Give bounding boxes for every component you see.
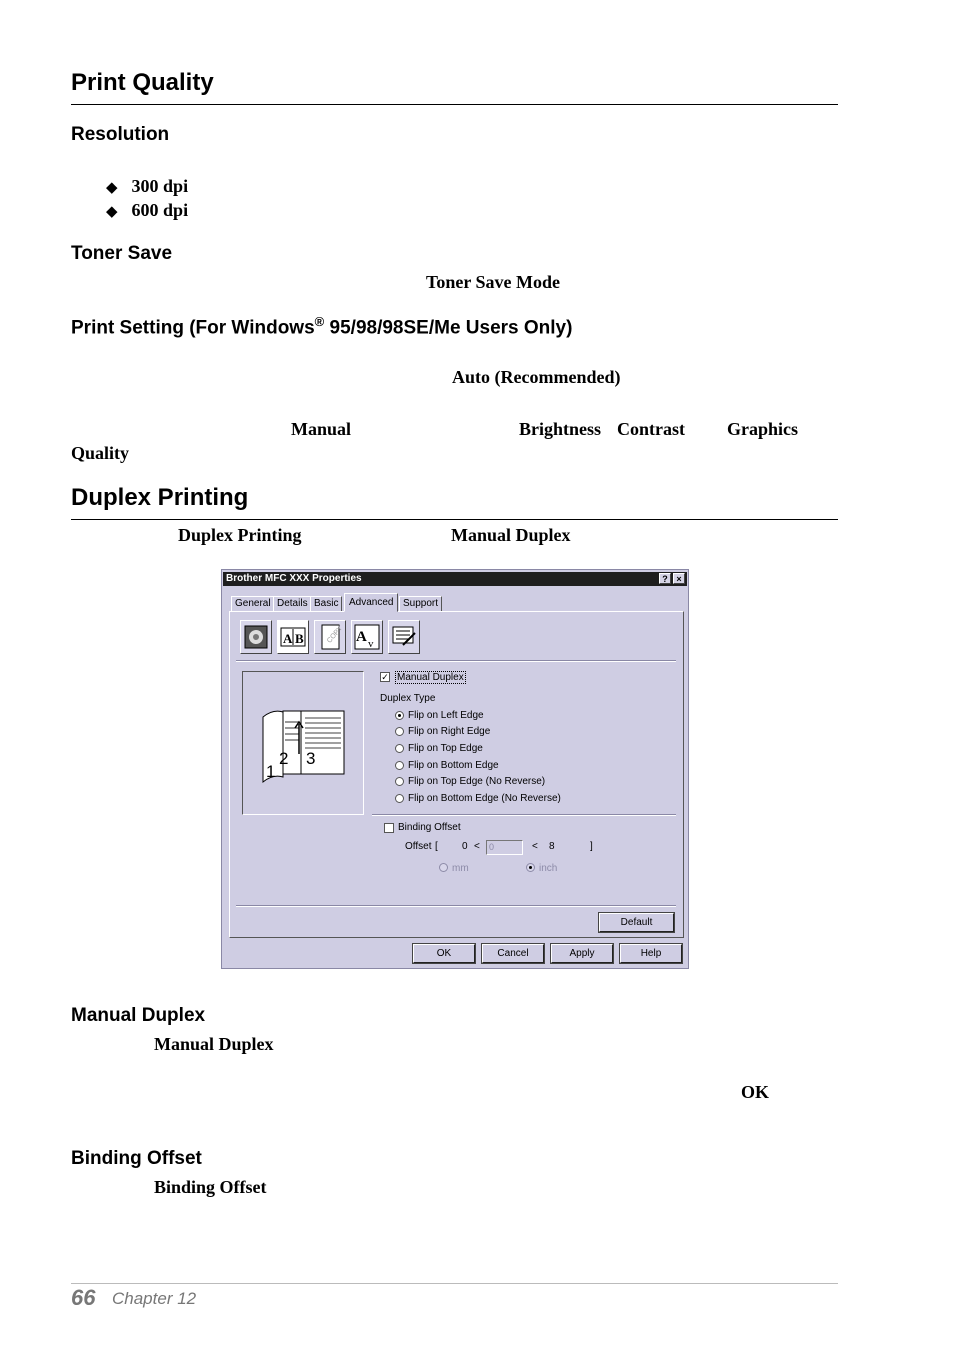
duplex-preview xyxy=(242,671,364,815)
manual-duplex-checkbox[interactable]: ✓ xyxy=(381,672,389,682)
manual-duplex-label: Manual Duplex xyxy=(397,672,464,683)
term-manual-duplex: Manual Duplex xyxy=(154,1034,274,1054)
flip-top-edge-radio[interactable] xyxy=(395,744,404,753)
preview-page-number: 3 xyxy=(306,749,316,768)
page-number: 66 xyxy=(71,1285,96,1310)
flip-bottom-no-reverse-radio[interactable] xyxy=(395,794,404,803)
list-item xyxy=(106,176,188,197)
properties-dialog xyxy=(221,569,689,969)
resolution-option: 300 dpi xyxy=(131,176,189,196)
radio-label: Flip on Left Edge xyxy=(408,710,484,721)
dialog-titlebar xyxy=(223,572,687,586)
diamond-bullet-icon: ◆ xyxy=(106,204,118,220)
term-graphics: Graphics xyxy=(727,419,799,439)
term-duplex-printing: Duplex Printing xyxy=(178,525,302,545)
offset-input[interactable]: 0 xyxy=(486,840,523,855)
term-manual: Manual xyxy=(291,419,352,439)
unit-mm-label: mm xyxy=(452,863,469,874)
flip-right-edge-radio[interactable] xyxy=(395,727,404,736)
help-title-button[interactable]: ? xyxy=(659,573,671,584)
subsection-title-binding-offset: Binding Offset xyxy=(71,1148,202,1169)
offset-bracket: [ xyxy=(435,841,438,852)
radio-label: Flip on Bottom Edge (No Reverse) xyxy=(408,793,561,804)
chapter-label: Chapter 12 xyxy=(112,1289,197,1308)
binding-offset-label: Binding Offset xyxy=(398,822,461,833)
heading-part: Print Setting (For Windows xyxy=(71,317,315,339)
help-button[interactable]: Help xyxy=(620,944,682,963)
flip-left-edge-radio[interactable] xyxy=(395,711,404,720)
quality-icon[interactable] xyxy=(240,620,272,654)
subsection-title-resolution: Resolution xyxy=(71,124,170,145)
font-icon[interactable] xyxy=(351,620,383,654)
tab-basic[interactable]: Basic xyxy=(310,596,342,611)
section-title-duplex-printing: Duplex Printing xyxy=(71,484,249,511)
tab-general[interactable]: General xyxy=(231,596,275,611)
flip-bottom-edge-radio[interactable] xyxy=(395,761,404,770)
offset-min: 0 xyxy=(462,841,468,852)
offset-lt: < xyxy=(532,841,538,852)
tab-details[interactable]: Details xyxy=(273,596,312,611)
registered-mark: ® xyxy=(314,314,325,329)
divider xyxy=(236,660,676,662)
svg-text:A: A xyxy=(283,631,293,646)
term-toner-save-mode: Toner Save Mode xyxy=(426,272,561,292)
subsection-title-toner-save: Toner Save xyxy=(71,243,173,264)
unit-mm-radio[interactable] xyxy=(439,863,448,872)
apply-button[interactable]: Apply xyxy=(551,944,613,963)
list-item xyxy=(106,200,188,221)
section-title-print-quality: Print Quality xyxy=(71,69,214,96)
term-contrast: Contrast xyxy=(617,419,685,439)
term-binding-offset: Binding Offset xyxy=(154,1177,267,1197)
offset-lt: < xyxy=(474,841,480,852)
default-button[interactable]: Default xyxy=(599,913,674,932)
subsection-title-print-setting xyxy=(71,314,572,339)
close-title-button[interactable]: × xyxy=(673,573,685,584)
ok-button[interactable]: OK xyxy=(413,944,475,963)
preview-page-number: 2 xyxy=(279,749,289,768)
duplex-icon[interactable] xyxy=(277,620,309,654)
term-brightness: Brightness xyxy=(519,419,602,439)
preview-page-number: 1 xyxy=(266,762,276,781)
duplex-type-label: Duplex Type xyxy=(380,693,436,704)
watermark-icon[interactable] xyxy=(314,620,346,654)
offset-max: 8 xyxy=(549,841,555,852)
tab-advanced[interactable]: Advanced xyxy=(344,593,398,612)
offset-label: Offset xyxy=(405,841,432,852)
tab-support[interactable]: Support xyxy=(399,596,442,611)
radio-label: Flip on Top Edge xyxy=(408,743,483,754)
radio-label: Flip on Top Edge (No Reverse) xyxy=(408,776,546,787)
svg-text:COPY: COPY xyxy=(326,624,345,645)
divider xyxy=(372,814,676,816)
divider xyxy=(71,519,838,520)
term-manual-duplex: Manual Duplex xyxy=(451,525,571,545)
term-quality: Quality xyxy=(71,443,130,463)
divider xyxy=(236,905,676,907)
subsection-title-manual-duplex: Manual Duplex xyxy=(71,1005,206,1026)
radio-label: Flip on Bottom Edge xyxy=(408,760,499,771)
diamond-bullet-icon: ◆ xyxy=(106,180,118,196)
divider xyxy=(71,104,838,105)
heading-part: 95/98/98SE/Me Users Only) xyxy=(324,317,573,339)
offset-bracket: ] xyxy=(590,841,593,852)
device-options-icon[interactable] xyxy=(388,620,420,654)
unit-inch-radio[interactable] xyxy=(526,863,535,872)
binding-offset-checkbox[interactable] xyxy=(384,823,394,833)
flip-top-no-reverse-radio[interactable] xyxy=(395,777,404,786)
footer-rule xyxy=(71,1283,838,1284)
svg-text:v: v xyxy=(368,638,374,650)
dialog-title: Brother MFC XXX Properties xyxy=(226,573,362,584)
term-ok: OK xyxy=(741,1082,770,1102)
duplex-preview-illustration xyxy=(243,672,363,814)
term-auto: Auto (Recommended) xyxy=(452,367,621,387)
unit-inch-label: inch xyxy=(539,863,558,874)
svg-text:A: A xyxy=(356,629,367,645)
cancel-button[interactable]: Cancel xyxy=(482,944,544,963)
resolution-option: 600 dpi xyxy=(131,200,189,220)
svg-text:B: B xyxy=(295,631,304,646)
radio-label: Flip on Right Edge xyxy=(408,726,491,737)
